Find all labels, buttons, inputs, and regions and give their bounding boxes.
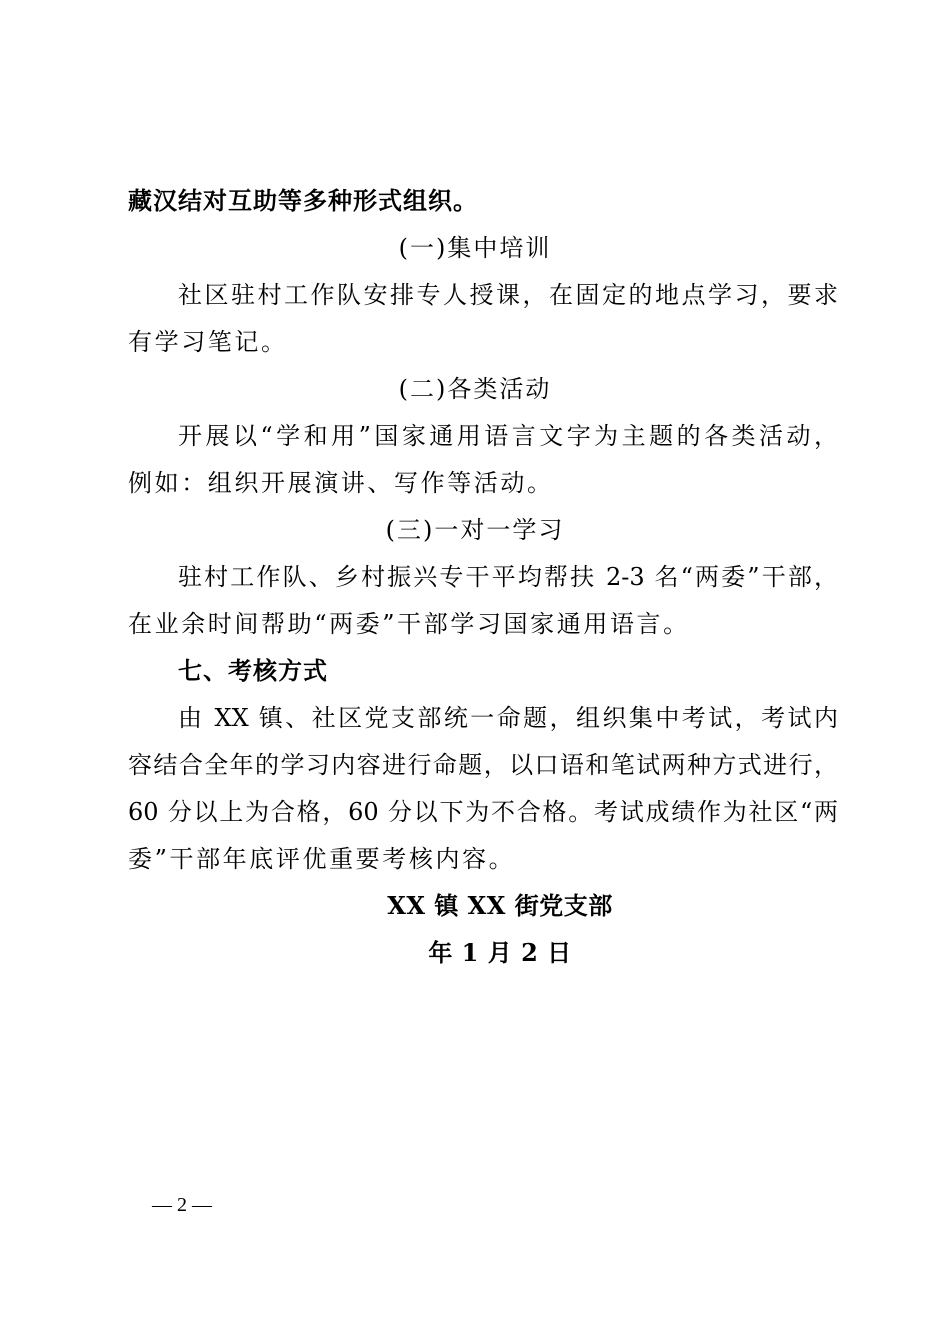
paragraph-line: 委”干部年底评优重要考核内容。 bbox=[128, 845, 516, 873]
paragraph-line: 由 XX 镇、社区党支部统一命题，组织集中考试，考试内 bbox=[178, 704, 838, 732]
paragraph-line: 开展以“学和用”国家通用语言文字为主题的各类活动， bbox=[178, 422, 838, 450]
subheading-activities: (二)各类活动 bbox=[398, 375, 552, 403]
subheading-centralized-training: (一)集中培训 bbox=[398, 234, 552, 262]
subheading-one-on-one: (三)一对一学习 bbox=[385, 516, 565, 544]
paragraph-line: 驻村工作队、乡村振兴专干平均帮扶 2-3 名“两委”干部， bbox=[178, 563, 838, 591]
signature-date: 年 1 月 2 日 bbox=[428, 938, 572, 967]
paragraph-line: 藏汉结对互助等多种形式组织。 bbox=[128, 187, 478, 215]
paragraph-line: 容结合全年的学习内容进行命题，以口语和笔试两种方式进行， bbox=[128, 751, 838, 779]
paragraph-line: 有学习笔记。 bbox=[128, 328, 288, 356]
section-heading-assessment: 七、考核方式 bbox=[178, 657, 328, 685]
paragraph-line: 社区驻村工作队安排专人授课，在固定的地点学习，要求 bbox=[178, 281, 838, 309]
paragraph-line: 60 分以上为合格，60 分以下为不合格。考试成绩作为社区“两 bbox=[128, 798, 838, 826]
paragraph-line: 在业余时间帮助“两委”干部学习国家通用语言。 bbox=[128, 610, 690, 638]
page-number: — 2 — bbox=[152, 1194, 212, 1216]
signature-organization: XX 镇 XX 街党支部 bbox=[387, 891, 613, 920]
paragraph-line: 例如：组织开展演讲、写作等活动。 bbox=[128, 469, 554, 497]
